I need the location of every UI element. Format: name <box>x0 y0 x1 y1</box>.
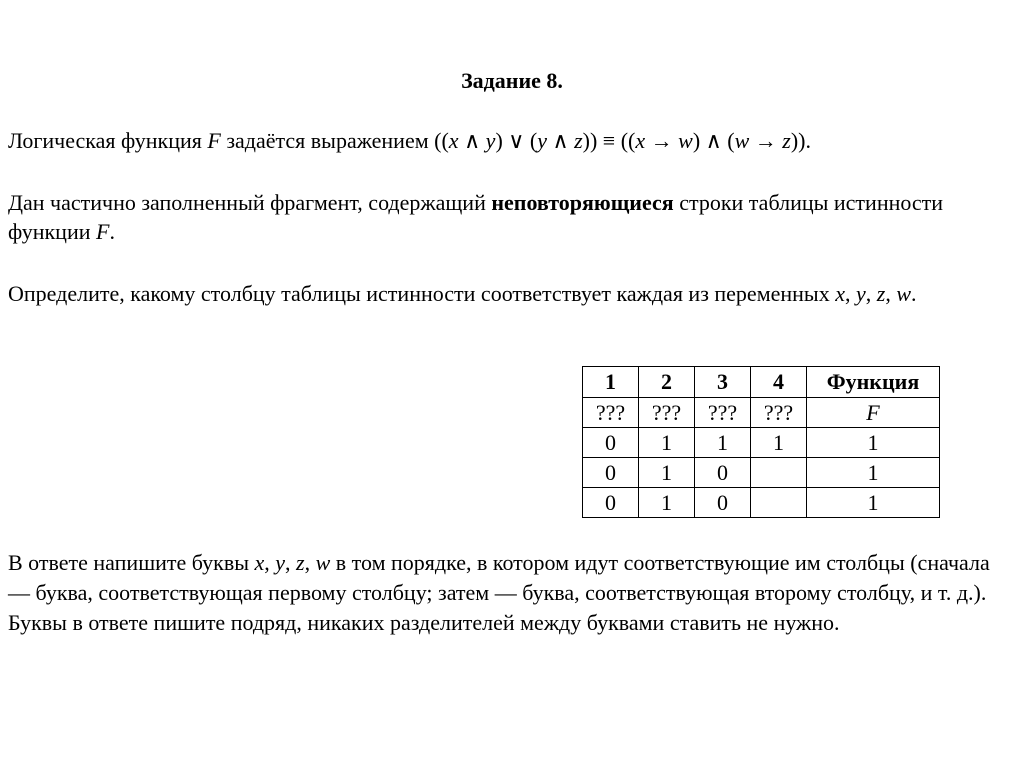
var-z: z <box>574 128 583 153</box>
table-cell: 0 <box>583 428 639 458</box>
separator: , <box>865 281 877 306</box>
table-cell: ??? <box>583 398 639 428</box>
table-row <box>583 488 940 518</box>
table-cell: 0 <box>695 458 751 488</box>
fragment-description <box>8 188 1008 246</box>
op-and: ) ∧ ( <box>692 128 735 153</box>
answer-instructions <box>8 548 1008 638</box>
var-w: w <box>315 550 331 575</box>
var-y: y <box>275 550 286 575</box>
table-cell: 0 <box>695 488 751 518</box>
var-x: x <box>448 128 459 153</box>
table-row <box>583 428 940 458</box>
var-x: x <box>635 128 646 153</box>
separator: , <box>285 550 297 575</box>
table-cell: 1 <box>807 458 940 488</box>
table-cell: ??? <box>639 398 695 428</box>
table-cell: 1 <box>639 458 695 488</box>
fragment-end: . <box>109 219 115 244</box>
table-row <box>583 458 940 488</box>
answer-prefix: В ответе напишите буквы <box>8 550 255 575</box>
var-z: z <box>782 128 791 153</box>
table-cell: 1 <box>751 428 807 458</box>
fragment-suffix: строки таблицы истинности функции <box>8 190 944 244</box>
table-cell <box>751 488 807 518</box>
var-z: z <box>296 550 305 575</box>
var-y: y <box>537 128 547 153</box>
header-cell-function: Функция <box>807 367 940 398</box>
table-cell <box>751 458 807 488</box>
table-cell: 1 <box>639 488 695 518</box>
function-symbol: F <box>96 219 110 244</box>
table-cell: F <box>807 398 940 428</box>
var-x: x <box>254 550 265 575</box>
truth-table <box>582 366 940 518</box>
intro-end: )). <box>790 128 811 153</box>
separator: , <box>885 281 897 306</box>
separator: , <box>264 550 276 575</box>
table-cell: 0 <box>583 488 639 518</box>
var-y: y <box>485 128 496 153</box>
var-w: w <box>734 128 750 153</box>
op-or: ) ∨ ( <box>495 128 538 153</box>
var-w: w <box>896 281 911 306</box>
table-cell: 1 <box>807 488 940 518</box>
var-z: z <box>876 281 886 306</box>
answer-rest: в том порядке, в котором идут соответствующие им столбцы (сначала — буква, соответствующая первому столбцу; затем — буква, соответствующая второму столбцу, и т. д.). Буквы в ответе пишите подряд, никаких разделителей между буквами ставить не нужно. <box>8 550 990 635</box>
fragment-bold: неповторяющиеся <box>491 190 674 215</box>
table-header-row <box>583 367 940 398</box>
op-and: ∧ <box>458 128 486 153</box>
table-cell: 1 <box>807 428 940 458</box>
table-cell: ??? <box>751 398 807 428</box>
question-end: . <box>911 281 917 306</box>
task-title: Задание 8. <box>461 68 563 93</box>
var-y: y <box>855 281 866 306</box>
table-cell: ??? <box>695 398 751 428</box>
question-body: Определите, какому столбцу таблицы истинности соответствует каждая из переменных <box>8 281 836 306</box>
header-cell: 3 <box>695 367 751 398</box>
var-w: w <box>678 128 693 153</box>
table-cell: 1 <box>639 428 695 458</box>
intro-text: задаётся выражением (( <box>220 128 449 153</box>
table-variable-row <box>583 398 940 428</box>
op-equiv: )) ≡ (( <box>582 128 636 153</box>
intro-prefix: Логическая функция <box>8 128 208 153</box>
fragment-prefix: Дан частично заполненный фрагмент, содержащий <box>8 190 492 215</box>
header-cell: 2 <box>639 367 695 398</box>
question-text <box>8 279 1008 308</box>
table-cell: 1 <box>695 428 751 458</box>
function-definition <box>8 126 1008 155</box>
header-cell: 4 <box>751 367 807 398</box>
separator: , <box>844 281 856 306</box>
header-cell: 1 <box>583 367 639 398</box>
op-and: ∧ <box>546 128 575 153</box>
table-cell: 0 <box>583 458 639 488</box>
function-symbol: F <box>207 128 221 153</box>
op-implies: → <box>645 128 679 153</box>
separator: , <box>304 550 316 575</box>
var-x: x <box>835 281 845 306</box>
op-implies: → <box>749 128 783 153</box>
